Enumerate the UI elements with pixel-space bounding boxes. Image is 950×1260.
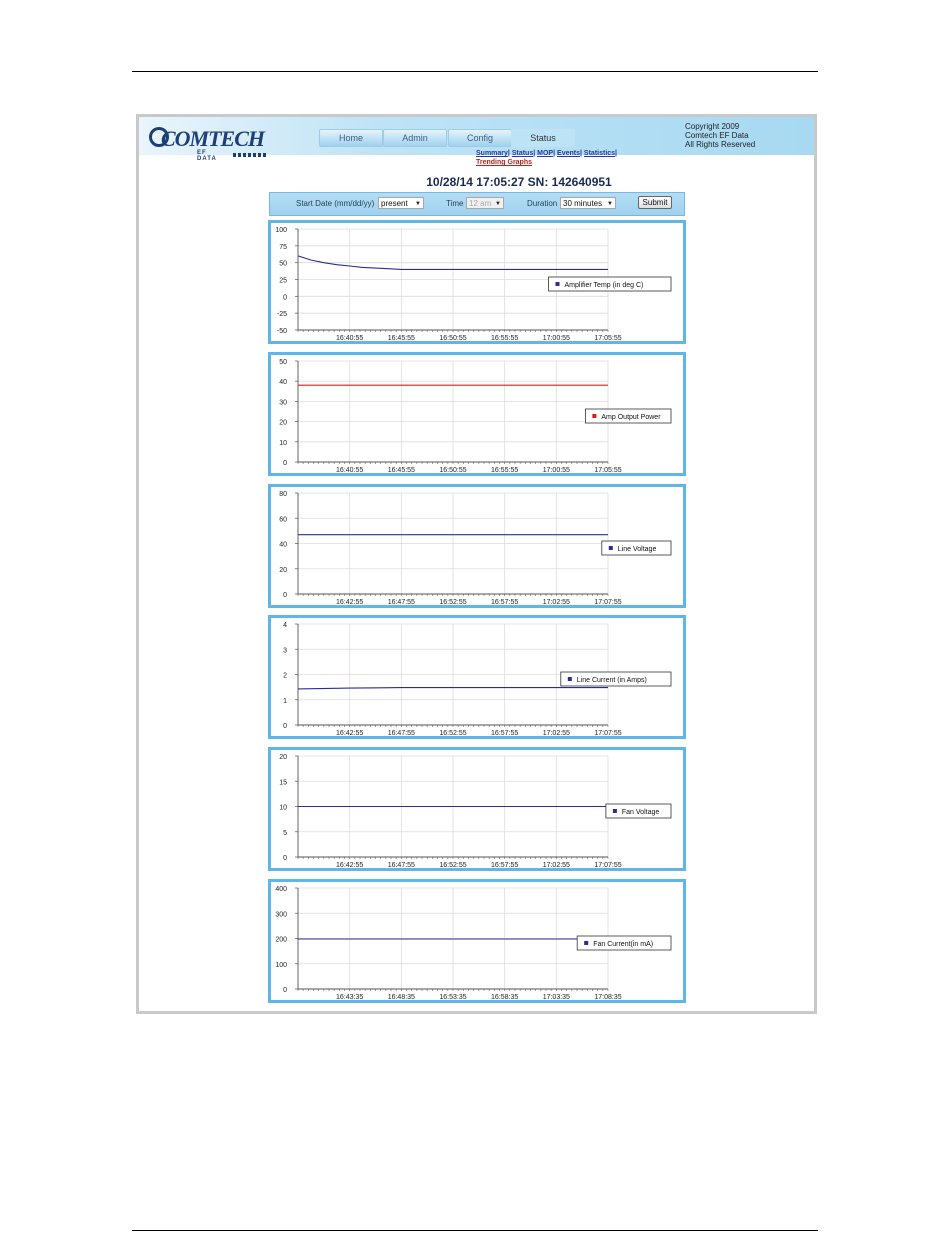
chart-line-current xyxy=(268,615,686,739)
y-tick-label: 75 xyxy=(279,243,287,251)
y-tick-label: 80 xyxy=(279,491,287,498)
x-tick-label: 16:47:55 xyxy=(387,599,415,605)
chart-amplifier-temp xyxy=(268,220,686,344)
dropdown-arrow-icon: ▼ xyxy=(415,201,421,207)
y-tick-label: 50 xyxy=(279,260,287,268)
start-date-select[interactable] xyxy=(378,197,424,209)
nav-tab-config[interactable]: Config xyxy=(448,129,512,147)
y-tick-label: 2 xyxy=(283,672,287,680)
x-tick-label: 16:40:55 xyxy=(336,467,364,473)
x-tick-label: 17:05:55 xyxy=(594,467,622,473)
page-top-rule xyxy=(132,71,818,72)
copyright-text: Copyright 2009 Comtech EF Data All Rights Reserved xyxy=(685,122,756,149)
y-tick-label: 0 xyxy=(283,855,287,862)
y-tick-label: 0 xyxy=(283,723,287,730)
x-tick-label: 16:45:55 xyxy=(387,335,415,341)
logo-subtext: EF DATA xyxy=(197,150,217,162)
chart-line-voltage xyxy=(268,484,686,608)
y-tick-label: 20 xyxy=(279,566,287,574)
submit-button[interactable]: Submit xyxy=(638,196,672,209)
legend-marker xyxy=(584,941,588,945)
legend-label: Amp Output Power xyxy=(601,414,661,421)
x-tick-label: 17:02:55 xyxy=(542,862,570,868)
y-tick-label: 60 xyxy=(279,516,287,524)
x-tick-label: 16:57:55 xyxy=(491,599,519,605)
nav-tab-status[interactable]: Status xyxy=(511,129,575,147)
y-tick-label: 1 xyxy=(283,697,287,705)
legend-label: Amplifier Temp (in deg C) xyxy=(564,282,644,289)
legend-label: Line Voltage xyxy=(617,546,657,553)
y-tick-label: 20 xyxy=(279,754,287,761)
time-select xyxy=(466,197,504,209)
x-tick-label: 16:47:55 xyxy=(387,730,415,736)
y-tick-label: 20 xyxy=(279,419,287,427)
x-tick-label: 16:57:55 xyxy=(491,730,519,736)
browser-frame xyxy=(136,114,817,1014)
sublink-separator: | xyxy=(615,150,618,157)
x-tick-label: 16:42:55 xyxy=(336,599,364,605)
chart-fan-current xyxy=(268,879,686,1003)
x-tick-label: 16:57:55 xyxy=(491,862,519,868)
start-date-value: present xyxy=(381,199,408,208)
legend-marker xyxy=(609,546,613,550)
sublink-separator: | xyxy=(507,150,510,157)
x-tick-label: 16:58:35 xyxy=(491,994,519,1000)
logo-bars xyxy=(233,153,267,157)
sublink-separator: | xyxy=(580,150,582,157)
start-date-label: Start Date (mm/dd/yy) xyxy=(296,199,375,208)
chart-fan-voltage xyxy=(268,747,686,871)
logo-text: COMTECH xyxy=(161,126,265,151)
x-tick-label: 17:00:55 xyxy=(542,335,570,341)
sublink-summary[interactable]: Summary xyxy=(476,150,508,157)
y-tick-label: 3 xyxy=(283,647,287,655)
y-tick-label: 0 xyxy=(283,592,287,599)
chart-svg xyxy=(271,618,683,736)
nav-tab-home[interactable]: Home xyxy=(319,129,383,147)
x-tick-label: 17:08:35 xyxy=(594,994,622,1000)
legend-marker xyxy=(568,677,572,681)
x-tick-label: 17:00:55 xyxy=(542,467,570,473)
chart-amp-output-power xyxy=(268,352,686,476)
x-tick-label: 16:42:55 xyxy=(336,730,364,736)
y-tick-label: 400 xyxy=(275,886,287,893)
y-tick-label: 0 xyxy=(283,294,287,302)
legend-label: Fan Voltage xyxy=(621,809,660,816)
y-tick-label: 10 xyxy=(279,439,287,447)
sublink-events[interactable]: Events xyxy=(557,150,580,157)
x-tick-label: 16:47:55 xyxy=(387,862,415,868)
graph-controls xyxy=(269,192,685,216)
nav-tab-admin[interactable]: Admin xyxy=(383,129,447,147)
legend-label: Fan Current(in mA) xyxy=(593,941,654,948)
dropdown-arrow-icon: ▼ xyxy=(495,201,501,207)
duration-select[interactable] xyxy=(560,197,616,209)
sublink-separator: | xyxy=(553,150,556,157)
x-tick-label: 17:03:35 xyxy=(542,994,570,1000)
legend-marker xyxy=(556,282,560,286)
chart-svg xyxy=(271,223,683,341)
legend-label: Line Current (in Amps) xyxy=(576,677,647,684)
x-tick-label: 16:52:55 xyxy=(439,862,467,868)
duration-label: Duration xyxy=(527,199,558,208)
y-tick-label: 30 xyxy=(279,399,287,407)
y-tick-label: 0 xyxy=(283,460,287,467)
chart-svg xyxy=(271,750,683,868)
y-tick-label: -25 xyxy=(276,311,287,319)
y-tick-label: 40 xyxy=(279,379,287,387)
x-tick-label: 16:55:55 xyxy=(491,335,519,341)
status-sublinks xyxy=(476,149,617,167)
sublink-mop[interactable]: MOP xyxy=(537,150,554,157)
x-tick-label: 16:50:55 xyxy=(439,335,467,341)
y-tick-label: 100 xyxy=(275,961,287,969)
y-tick-label: 50 xyxy=(279,359,287,366)
y-tick-label: 300 xyxy=(275,911,287,919)
x-tick-label: 16:40:55 xyxy=(336,335,364,341)
chart-svg xyxy=(271,355,683,473)
sublink-separator: | xyxy=(533,150,536,157)
sublink-status[interactable]: Status xyxy=(511,150,534,157)
legend-marker xyxy=(613,809,617,813)
x-tick-label: 17:02:55 xyxy=(542,730,570,736)
sublink-statistics[interactable]: Statistics xyxy=(583,150,616,157)
x-tick-label: 17:07:55 xyxy=(594,862,622,868)
x-tick-label: 16:43:35 xyxy=(336,994,364,1000)
y-tick-label: 4 xyxy=(283,622,287,629)
y-tick-label: 5 xyxy=(283,829,287,837)
x-tick-label: 17:02:55 xyxy=(542,599,570,605)
y-tick-label: 40 xyxy=(279,541,287,549)
y-tick-label: 10 xyxy=(279,804,287,812)
y-tick-label: 15 xyxy=(279,779,287,787)
y-tick-label: 100 xyxy=(275,227,287,234)
x-tick-label: 16:55:55 xyxy=(491,467,519,473)
x-tick-label: 16:52:55 xyxy=(439,730,467,736)
x-tick-label: 16:50:55 xyxy=(439,467,467,473)
dropdown-arrow-icon: ▼ xyxy=(607,201,613,207)
legend-marker xyxy=(592,414,596,418)
page-bottom-rule xyxy=(132,1230,818,1231)
y-tick-label: -50 xyxy=(276,328,287,335)
time-value: 12 am xyxy=(469,199,492,208)
x-tick-label: 17:05:55 xyxy=(594,335,622,341)
x-tick-label: 16:52:55 xyxy=(439,599,467,605)
status-line: 10/28/14 17:05:27 SN: 142640951 xyxy=(426,175,612,189)
y-tick-label: 200 xyxy=(275,936,287,944)
x-tick-label: 16:53:35 xyxy=(439,994,467,1000)
x-tick-label: 17:07:55 xyxy=(594,599,622,605)
chart-svg xyxy=(271,487,683,605)
sublink-trending-graphs[interactable]: Trending Graphs xyxy=(476,159,533,166)
x-tick-label: 16:48:35 xyxy=(387,994,415,1000)
duration-value: 30 minutes xyxy=(563,199,603,208)
chart-svg xyxy=(271,882,683,1000)
y-tick-label: 0 xyxy=(283,987,287,994)
y-tick-label: 25 xyxy=(279,277,287,285)
x-tick-label: 17:07:55 xyxy=(594,730,622,736)
time-label: Time xyxy=(446,199,464,208)
x-tick-label: 16:45:55 xyxy=(387,467,415,473)
x-tick-label: 16:42:55 xyxy=(336,862,364,868)
